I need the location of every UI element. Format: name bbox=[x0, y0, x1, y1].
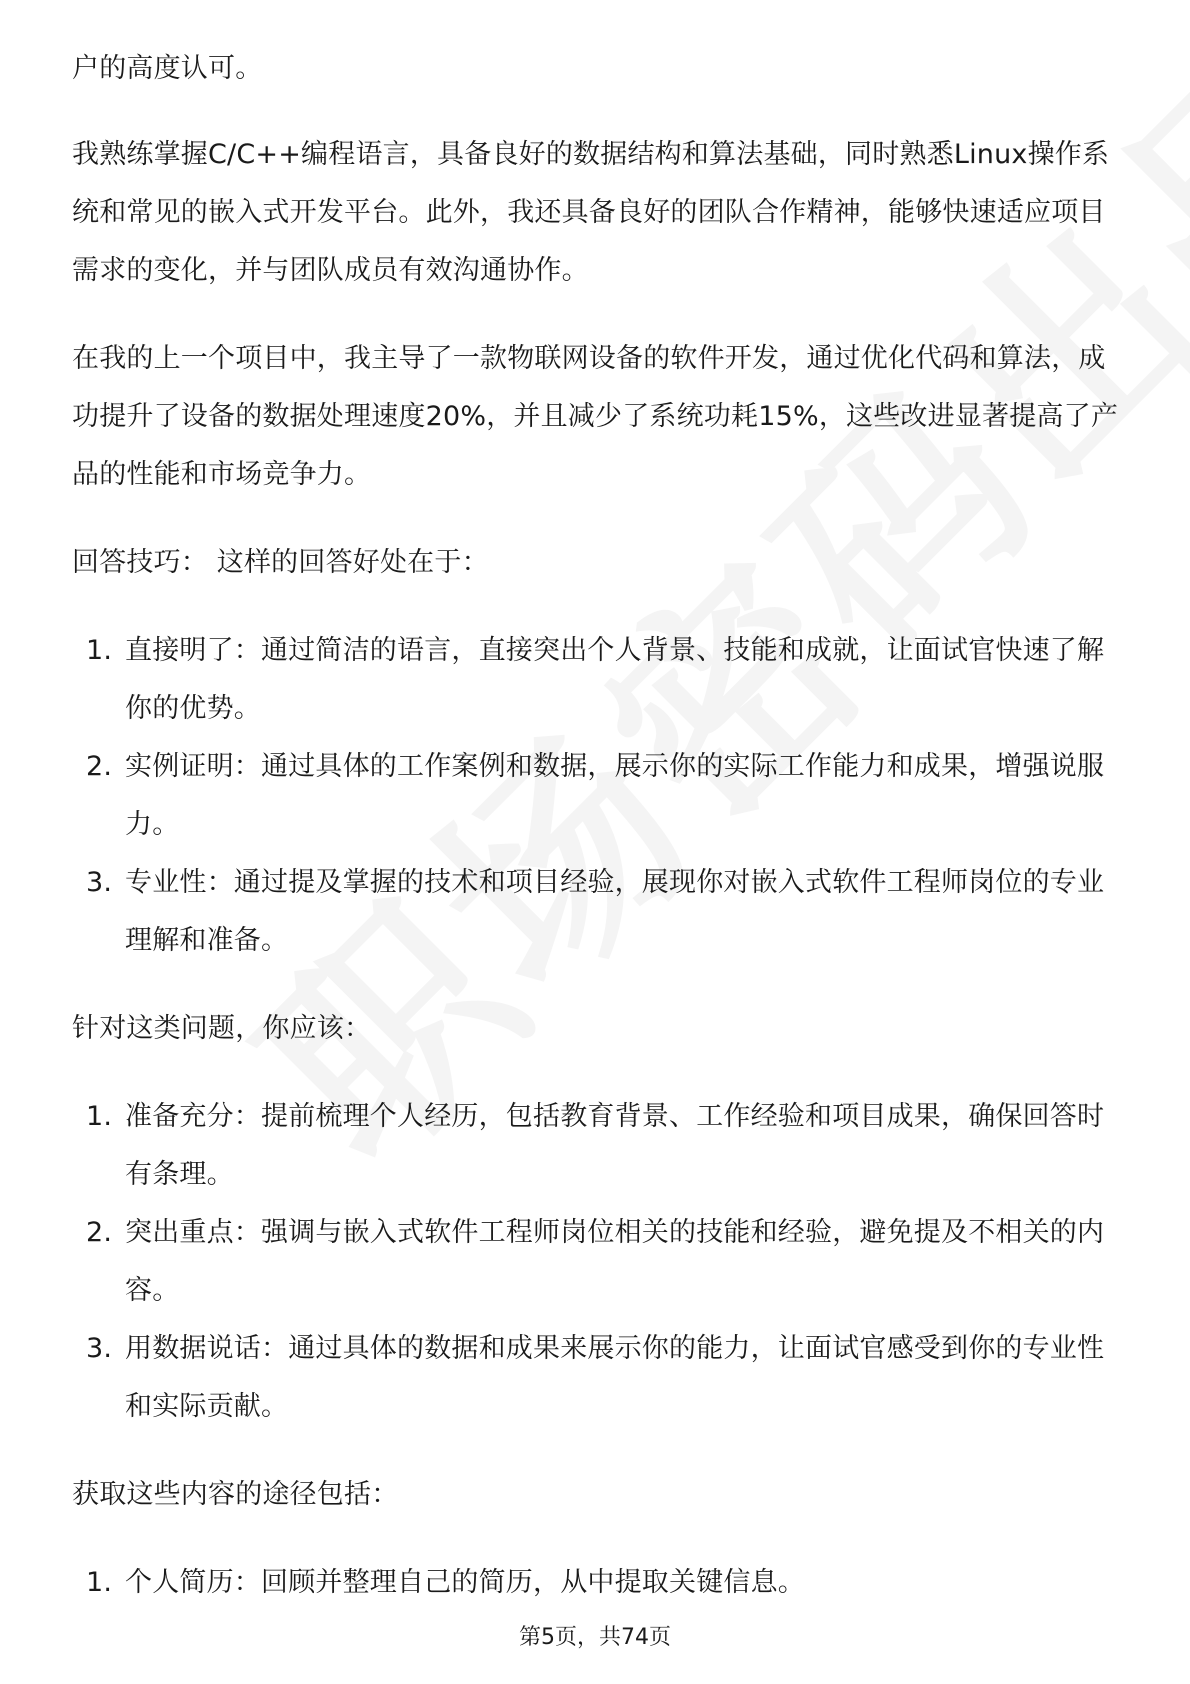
list-item bbox=[72, 622, 1122, 738]
sources-heading: 获取这些内容的途径包括： bbox=[72, 1479, 399, 1510]
document-body bbox=[72, 40, 1122, 1642]
list-item-text: 专业性：通过提及掌握的技术和项目经验，展现你对嵌入式软件工程师岗位的专业理解和准备。 bbox=[125, 867, 1105, 956]
list-number: 2. bbox=[86, 1217, 113, 1248]
list-item bbox=[72, 1204, 1122, 1320]
list-item bbox=[72, 738, 1122, 854]
sources-list bbox=[72, 1554, 1122, 1612]
list-item-text: 直接明了：通过简洁的语言，直接突出个人背景、技能和成就，让面试官快速了解你的优势。 bbox=[125, 635, 1105, 724]
list-item bbox=[72, 1554, 1122, 1612]
should-list bbox=[72, 1088, 1122, 1436]
paragraph-continued: 户的高度认可。 bbox=[72, 53, 263, 84]
list-item bbox=[72, 854, 1122, 970]
paragraph-skills: 我熟练掌握C/C++编程语言，具备良好的数据结构和算法基础，同时熟悉Linux操作系统和常见的嵌入式开发平台。此外，我还具备良好的团队合作精神，能够快速适应项目需求的变化，并与团队成员有效沟通协作。 bbox=[72, 139, 1110, 286]
list-item bbox=[72, 1088, 1122, 1204]
list-number: 3. bbox=[86, 1333, 113, 1364]
should-heading: 针对这类问题，你应该： bbox=[72, 1013, 372, 1044]
list-number: 3. bbox=[86, 867, 113, 898]
tips-heading: 回答技巧： 这样的回答好处在于： bbox=[72, 547, 489, 578]
list-number: 1. bbox=[86, 635, 113, 666]
list-item bbox=[72, 1320, 1122, 1436]
tips-list bbox=[72, 622, 1122, 970]
list-item-text: 突出重点：强调与嵌入式软件工程师岗位相关的技能和经验，避免提及不相关的内容。 bbox=[125, 1217, 1105, 1306]
list-item-text: 用数据说话：通过具体的数据和成果来展示你的能力，让面试官感受到你的专业性和实际贡献。 bbox=[125, 1333, 1105, 1422]
list-item-text: 个人简历：回顾并整理自己的简历，从中提取关键信息。 bbox=[125, 1567, 805, 1598]
list-item-text: 准备充分：提前梳理个人经历，包括教育背景、工作经验和项目成果，确保回答时有条理。 bbox=[125, 1101, 1105, 1190]
list-item-text: 实例证明：通过具体的工作案例和数据，展示你的实际工作能力和成果，增强说服力。 bbox=[125, 751, 1105, 840]
page-footer: 第5页，共74页 bbox=[519, 1625, 671, 1650]
paragraph-project: 在我的上一个项目中，我主导了一款物联网设备的软件开发，通过优化代码和算法，成功提升了设备的数据处理速度20%，并且减少了系统功耗15%，这些改进显著提高了产品的性能和市场竞争力。 bbox=[72, 343, 1119, 490]
list-number: 1. bbox=[86, 1567, 113, 1598]
list-number: 2. bbox=[86, 751, 113, 782]
list-number: 1. bbox=[86, 1101, 113, 1132]
